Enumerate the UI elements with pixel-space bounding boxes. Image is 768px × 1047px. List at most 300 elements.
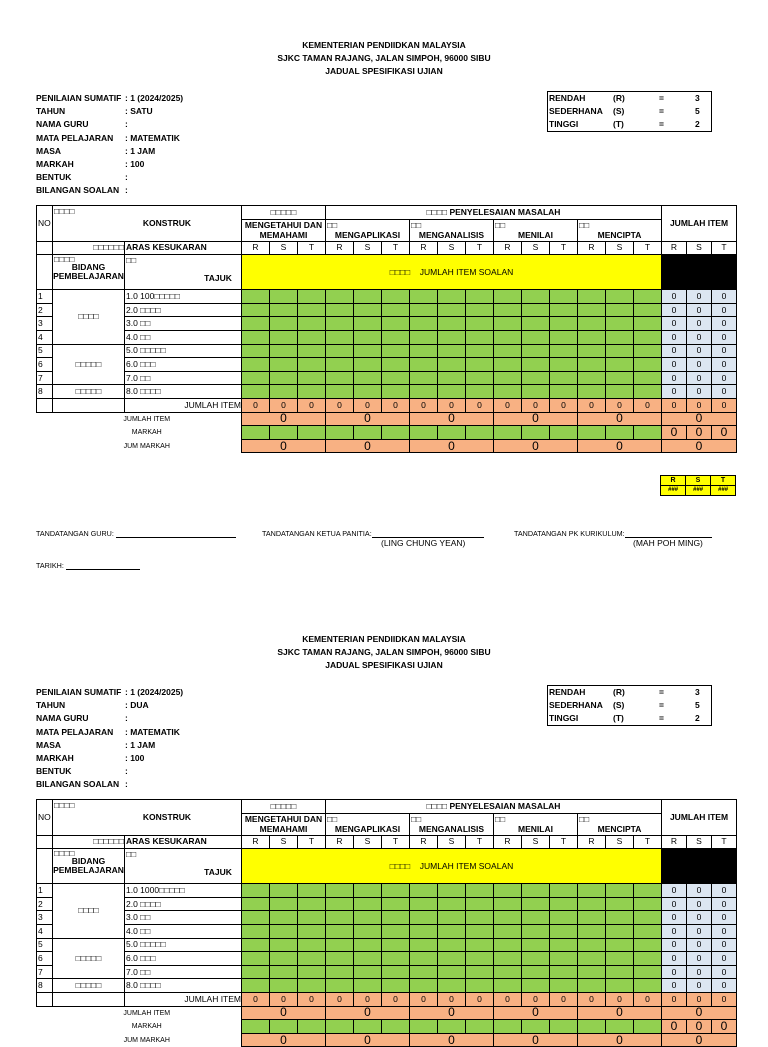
item-input-cell[interactable]: [550, 385, 578, 399]
item-input-cell[interactable]: [634, 330, 662, 344]
item-input-cell[interactable]: [466, 952, 494, 966]
item-input-cell[interactable]: [270, 358, 298, 372]
item-input-cell[interactable]: [410, 303, 438, 317]
item-input-cell[interactable]: [298, 938, 326, 952]
item-input-cell[interactable]: [606, 344, 634, 358]
item-input-cell[interactable]: [298, 330, 326, 344]
item-input-cell[interactable]: [494, 385, 522, 399]
item-input-cell[interactable]: [270, 952, 298, 966]
item-input-cell[interactable]: [578, 911, 606, 925]
item-input-cell[interactable]: [522, 884, 550, 898]
item-input-cell[interactable]: [354, 924, 382, 938]
item-input-cell[interactable]: [410, 884, 438, 898]
item-input-cell[interactable]: [466, 884, 494, 898]
item-input-cell[interactable]: [242, 938, 270, 952]
item-input-cell[interactable]: [606, 924, 634, 938]
item-input-cell[interactable]: [522, 358, 550, 372]
item-input-cell[interactable]: [326, 358, 354, 372]
item-input-cell[interactable]: [494, 897, 522, 911]
markah-input-cell[interactable]: [382, 426, 410, 440]
item-input-cell[interactable]: [466, 897, 494, 911]
item-input-cell[interactable]: [326, 924, 354, 938]
item-input-cell[interactable]: [606, 371, 634, 385]
item-input-cell[interactable]: [242, 385, 270, 399]
item-input-cell[interactable]: [298, 317, 326, 331]
item-input-cell[interactable]: [242, 884, 270, 898]
row-total-cell: 0: [712, 924, 737, 938]
item-input-cell[interactable]: [550, 303, 578, 317]
item-input-cell[interactable]: [354, 317, 382, 331]
item-input-cell[interactable]: [634, 290, 662, 304]
item-input-cell[interactable]: [606, 317, 634, 331]
item-input-cell[interactable]: [382, 938, 410, 952]
item-input-cell[interactable]: [578, 330, 606, 344]
total-cell: 0: [522, 992, 550, 1006]
row-number: 4: [37, 330, 53, 344]
item-input-cell[interactable]: [522, 303, 550, 317]
item-input-cell[interactable]: [410, 317, 438, 331]
item-input-cell[interactable]: [326, 330, 354, 344]
item-input-cell[interactable]: [578, 897, 606, 911]
item-input-cell[interactable]: [522, 385, 550, 399]
item-input-cell[interactable]: [634, 979, 662, 993]
item-input-cell[interactable]: [354, 897, 382, 911]
item-input-cell[interactable]: [550, 911, 578, 925]
markah-input-cell[interactable]: [382, 1020, 410, 1034]
tajuk-cell: 3.0 □□: [125, 317, 242, 331]
item-input-cell[interactable]: [466, 344, 494, 358]
item-input-cell[interactable]: [382, 897, 410, 911]
item-input-cell[interactable]: [354, 344, 382, 358]
item-input-cell[interactable]: [522, 938, 550, 952]
item-input-cell[interactable]: [606, 979, 634, 993]
item-input-cell[interactable]: [410, 938, 438, 952]
item-input-cell[interactable]: [438, 884, 466, 898]
item-input-cell[interactable]: [298, 911, 326, 925]
item-input-cell[interactable]: [494, 358, 522, 372]
item-input-cell[interactable]: [550, 965, 578, 979]
item-input-cell[interactable]: [410, 358, 438, 372]
item-input-cell[interactable]: [382, 979, 410, 993]
item-input-cell[interactable]: [438, 330, 466, 344]
item-input-cell[interactable]: [634, 317, 662, 331]
item-input-cell[interactable]: [354, 952, 382, 966]
item-input-cell[interactable]: [466, 965, 494, 979]
item-input-cell[interactable]: [578, 938, 606, 952]
item-input-cell[interactable]: [354, 884, 382, 898]
item-input-cell[interactable]: [438, 924, 466, 938]
markah-input-cell[interactable]: [634, 1020, 662, 1034]
item-input-cell[interactable]: [606, 938, 634, 952]
item-input-cell[interactable]: [298, 924, 326, 938]
markah-input-cell[interactable]: [326, 426, 354, 440]
item-input-cell[interactable]: [410, 965, 438, 979]
item-input-cell[interactable]: [522, 924, 550, 938]
item-input-cell[interactable]: [606, 897, 634, 911]
markah-input-cell[interactable]: [578, 1020, 606, 1034]
item-input-cell[interactable]: [494, 952, 522, 966]
item-input-cell[interactable]: [410, 924, 438, 938]
item-input-cell[interactable]: [550, 924, 578, 938]
markah-input-cell[interactable]: [410, 426, 438, 440]
item-input-cell[interactable]: [438, 385, 466, 399]
item-input-cell[interactable]: [522, 317, 550, 331]
item-input-cell[interactable]: [354, 938, 382, 952]
item-input-cell[interactable]: [410, 330, 438, 344]
markah-input-cell[interactable]: [522, 426, 550, 440]
item-input-cell[interactable]: [326, 979, 354, 993]
item-input-cell[interactable]: [242, 371, 270, 385]
item-input-cell[interactable]: [634, 884, 662, 898]
item-input-cell[interactable]: [578, 924, 606, 938]
markah-label: MARKAH: [131, 428, 162, 436]
markah-input-cell[interactable]: [354, 426, 382, 440]
item-input-cell[interactable]: [438, 344, 466, 358]
item-input-cell[interactable]: [438, 979, 466, 993]
level-header: T: [382, 835, 410, 849]
item-input-cell[interactable]: [634, 303, 662, 317]
item-input-cell[interactable]: [242, 344, 270, 358]
markah-input-cell[interactable]: [550, 1020, 578, 1034]
item-input-cell[interactable]: [326, 290, 354, 304]
item-input-cell[interactable]: [382, 317, 410, 331]
row-total-cell: 0: [687, 938, 712, 952]
markah-input-cell[interactable]: [494, 1020, 522, 1034]
item-input-cell[interactable]: [326, 952, 354, 966]
item-input-cell[interactable]: [466, 979, 494, 993]
item-input-cell[interactable]: [298, 884, 326, 898]
item-input-cell[interactable]: [410, 952, 438, 966]
item-input-cell[interactable]: [410, 979, 438, 993]
item-input-cell[interactable]: [634, 911, 662, 925]
item-input-cell[interactable]: [466, 924, 494, 938]
item-input-cell[interactable]: [606, 884, 634, 898]
item-input-cell[interactable]: [466, 371, 494, 385]
item-input-cell[interactable]: [298, 290, 326, 304]
item-input-cell[interactable]: [270, 371, 298, 385]
item-input-cell[interactable]: [634, 371, 662, 385]
item-input-cell[interactable]: [326, 897, 354, 911]
item-input-cell[interactable]: [634, 952, 662, 966]
item-input-cell[interactable]: [270, 897, 298, 911]
item-input-cell[interactable]: [382, 344, 410, 358]
item-input-cell[interactable]: [578, 884, 606, 898]
markah-input-cell[interactable]: [326, 1020, 354, 1034]
item-input-cell[interactable]: [354, 358, 382, 372]
item-input-cell[interactable]: [466, 358, 494, 372]
markah-input-cell[interactable]: [242, 1020, 270, 1034]
item-input-cell[interactable]: [606, 303, 634, 317]
item-input-cell[interactable]: [494, 317, 522, 331]
item-input-cell[interactable]: [270, 884, 298, 898]
markah-input-cell[interactable]: [270, 1020, 298, 1034]
item-input-cell[interactable]: [606, 911, 634, 925]
item-input-cell[interactable]: [578, 358, 606, 372]
item-input-cell[interactable]: [382, 924, 410, 938]
item-input-cell[interactable]: [550, 897, 578, 911]
item-input-cell[interactable]: [270, 938, 298, 952]
item-input-cell[interactable]: [550, 358, 578, 372]
item-input-cell[interactable]: [550, 952, 578, 966]
item-input-cell[interactable]: [634, 924, 662, 938]
item-input-cell[interactable]: [438, 965, 466, 979]
item-input-cell[interactable]: [382, 884, 410, 898]
item-input-cell[interactable]: [550, 979, 578, 993]
item-input-cell[interactable]: [494, 884, 522, 898]
item-input-cell[interactable]: [326, 385, 354, 399]
item-input-cell[interactable]: [382, 303, 410, 317]
item-input-cell[interactable]: [438, 911, 466, 925]
item-input-cell[interactable]: [354, 979, 382, 993]
item-input-cell[interactable]: [522, 952, 550, 966]
item-input-cell[interactable]: [354, 385, 382, 399]
table-row: [37, 344, 737, 358]
item-input-cell[interactable]: [298, 979, 326, 993]
item-input-cell[interactable]: [298, 385, 326, 399]
item-input-cell[interactable]: [354, 290, 382, 304]
table-row: [37, 317, 737, 331]
item-input-cell[interactable]: [270, 344, 298, 358]
markah-total-cell: 0: [712, 1020, 737, 1034]
markah-input-cell[interactable]: [298, 426, 326, 440]
item-input-cell[interactable]: [354, 303, 382, 317]
item-input-cell[interactable]: [438, 358, 466, 372]
item-input-cell[interactable]: [550, 317, 578, 331]
item-input-cell[interactable]: [270, 911, 298, 925]
markah-input-cell[interactable]: [438, 1020, 466, 1034]
item-input-cell[interactable]: [438, 317, 466, 331]
mengaplikasi-zh: □□: [327, 219, 338, 230]
info-value: :: [125, 185, 128, 196]
item-input-cell[interactable]: [578, 317, 606, 331]
item-input-cell[interactable]: [550, 938, 578, 952]
item-input-cell[interactable]: [270, 924, 298, 938]
item-input-cell[interactable]: [494, 330, 522, 344]
item-input-cell[interactable]: [578, 385, 606, 399]
item-input-cell[interactable]: [578, 344, 606, 358]
group-total-markah: 0: [578, 1033, 662, 1047]
item-input-cell[interactable]: [298, 952, 326, 966]
total-cell: 0: [326, 398, 354, 412]
item-input-cell[interactable]: [466, 938, 494, 952]
item-input-cell[interactable]: [466, 330, 494, 344]
markah-input-cell[interactable]: [466, 426, 494, 440]
item-input-cell[interactable]: [270, 290, 298, 304]
item-input-cell[interactable]: [326, 303, 354, 317]
markah-input-cell[interactable]: [522, 1020, 550, 1034]
item-input-cell[interactable]: [466, 911, 494, 925]
item-input-cell[interactable]: [522, 911, 550, 925]
item-input-cell[interactable]: [298, 371, 326, 385]
item-input-cell[interactable]: [438, 371, 466, 385]
item-input-cell[interactable]: [298, 358, 326, 372]
item-input-cell[interactable]: [270, 979, 298, 993]
item-input-cell[interactable]: [382, 371, 410, 385]
item-input-cell[interactable]: [522, 344, 550, 358]
item-input-cell[interactable]: [382, 330, 410, 344]
item-input-cell[interactable]: [354, 330, 382, 344]
item-input-cell[interactable]: [438, 897, 466, 911]
item-input-cell[interactable]: [382, 911, 410, 925]
item-input-cell[interactable]: [550, 290, 578, 304]
item-input-cell[interactable]: [242, 924, 270, 938]
item-input-cell[interactable]: [242, 965, 270, 979]
item-input-cell[interactable]: [326, 965, 354, 979]
item-input-cell[interactable]: [466, 290, 494, 304]
item-input-cell[interactable]: [606, 385, 634, 399]
markah-input-cell[interactable]: [634, 426, 662, 440]
row-total-cell: 0: [712, 884, 737, 898]
row-total-cell: 0: [712, 290, 737, 304]
item-input-cell[interactable]: [354, 911, 382, 925]
item-input-cell[interactable]: [298, 897, 326, 911]
markah-input-cell[interactable]: [550, 426, 578, 440]
item-input-cell[interactable]: [494, 303, 522, 317]
item-input-cell[interactable]: [522, 965, 550, 979]
item-input-cell[interactable]: [550, 371, 578, 385]
item-input-cell[interactable]: [494, 911, 522, 925]
group-total-markah: 0: [662, 1033, 737, 1047]
item-input-cell[interactable]: [550, 344, 578, 358]
legend-eq: =: [659, 700, 664, 710]
markah-input-cell[interactable]: [354, 1020, 382, 1034]
row-total-cell: 0: [687, 884, 712, 898]
item-input-cell[interactable]: [550, 884, 578, 898]
item-input-cell[interactable]: [382, 358, 410, 372]
item-input-cell[interactable]: [270, 330, 298, 344]
item-input-cell[interactable]: [606, 290, 634, 304]
item-input-cell[interactable]: [466, 303, 494, 317]
level-header: S: [354, 241, 382, 255]
item-input-cell[interactable]: [522, 330, 550, 344]
item-input-cell[interactable]: [326, 344, 354, 358]
jum-markah-label: JUM MARKAH: [123, 442, 170, 450]
item-input-cell[interactable]: [270, 385, 298, 399]
item-input-cell[interactable]: [410, 344, 438, 358]
item-input-cell[interactable]: [242, 290, 270, 304]
item-input-cell[interactable]: [326, 938, 354, 952]
item-input-cell[interactable]: [634, 385, 662, 399]
item-input-cell[interactable]: [494, 938, 522, 952]
item-input-cell[interactable]: [382, 290, 410, 304]
item-input-cell[interactable]: [242, 952, 270, 966]
markah-total-cell: 0: [687, 1020, 712, 1034]
item-input-cell[interactable]: [522, 290, 550, 304]
item-input-cell[interactable]: [634, 897, 662, 911]
item-input-cell[interactable]: [494, 371, 522, 385]
markah-input-cell[interactable]: [606, 1020, 634, 1034]
item-input-cell[interactable]: [634, 938, 662, 952]
school-address: SJKC TAMAN RAJANG, JALAN SIMPOH, 96000 SIBU: [277, 647, 491, 657]
item-input-cell[interactable]: [270, 317, 298, 331]
item-input-cell[interactable]: [242, 897, 270, 911]
item-input-cell[interactable]: [438, 952, 466, 966]
item-input-cell[interactable]: [634, 358, 662, 372]
item-input-cell[interactable]: [634, 965, 662, 979]
row-total-cell: 0: [662, 330, 687, 344]
bidang-header: [53, 849, 125, 884]
item-input-cell[interactable]: [494, 924, 522, 938]
item-input-cell[interactable]: [438, 290, 466, 304]
item-input-cell[interactable]: [606, 965, 634, 979]
item-input-cell[interactable]: [270, 965, 298, 979]
item-input-cell[interactable]: [494, 965, 522, 979]
item-input-cell[interactable]: [578, 979, 606, 993]
markah-input-cell[interactable]: [578, 426, 606, 440]
legend-level: RENDAH: [549, 93, 586, 103]
item-input-cell[interactable]: [606, 358, 634, 372]
item-input-cell[interactable]: [298, 965, 326, 979]
item-input-cell[interactable]: [606, 330, 634, 344]
item-input-cell[interactable]: [578, 303, 606, 317]
item-input-cell[interactable]: [410, 385, 438, 399]
item-input-cell[interactable]: [494, 290, 522, 304]
item-input-cell[interactable]: [634, 344, 662, 358]
markah-input-cell[interactable]: [298, 1020, 326, 1034]
item-input-cell[interactable]: [494, 344, 522, 358]
item-input-cell[interactable]: [326, 911, 354, 925]
item-input-cell[interactable]: [410, 371, 438, 385]
item-input-cell[interactable]: [242, 317, 270, 331]
markah-input-cell[interactable]: [438, 426, 466, 440]
markah-input-cell[interactable]: [410, 1020, 438, 1034]
item-input-cell[interactable]: [242, 303, 270, 317]
item-input-cell[interactable]: [410, 911, 438, 925]
item-input-cell[interactable]: [550, 330, 578, 344]
item-input-cell[interactable]: [606, 952, 634, 966]
item-input-cell[interactable]: [242, 979, 270, 993]
bidang-zh: □□□□: [54, 254, 75, 265]
markah-input-cell[interactable]: [494, 426, 522, 440]
item-input-cell[interactable]: [242, 911, 270, 925]
item-input-cell[interactable]: [326, 371, 354, 385]
item-input-cell[interactable]: [382, 385, 410, 399]
item-input-cell[interactable]: [242, 358, 270, 372]
item-input-cell[interactable]: [270, 303, 298, 317]
info-value: : SATU: [125, 106, 153, 117]
item-input-cell[interactable]: [298, 303, 326, 317]
markah-input-cell[interactable]: [270, 426, 298, 440]
item-input-cell[interactable]: [298, 344, 326, 358]
item-input-cell[interactable]: [522, 371, 550, 385]
item-input-cell[interactable]: [438, 303, 466, 317]
item-input-cell[interactable]: [522, 979, 550, 993]
item-input-cell[interactable]: [466, 385, 494, 399]
item-input-cell[interactable]: [382, 965, 410, 979]
item-input-cell[interactable]: [326, 317, 354, 331]
item-input-cell[interactable]: [326, 884, 354, 898]
markah-input-cell[interactable]: [466, 1020, 494, 1034]
item-input-cell[interactable]: [354, 371, 382, 385]
item-input-cell[interactable]: [578, 965, 606, 979]
item-input-cell[interactable]: [522, 897, 550, 911]
item-input-cell[interactable]: [578, 371, 606, 385]
level-header: R: [242, 241, 270, 255]
item-input-cell[interactable]: [410, 897, 438, 911]
menilai-zh: □□: [495, 813, 506, 824]
item-input-cell[interactable]: [578, 290, 606, 304]
item-input-cell[interactable]: [242, 330, 270, 344]
item-input-cell[interactable]: [494, 979, 522, 993]
item-input-cell[interactable]: [382, 952, 410, 966]
item-input-cell[interactable]: [578, 952, 606, 966]
markah-input-cell[interactable]: [606, 426, 634, 440]
item-input-cell[interactable]: [466, 317, 494, 331]
item-input-cell[interactable]: [410, 290, 438, 304]
item-input-cell[interactable]: [354, 965, 382, 979]
markah-input-cell[interactable]: [242, 426, 270, 440]
item-input-cell[interactable]: [438, 938, 466, 952]
